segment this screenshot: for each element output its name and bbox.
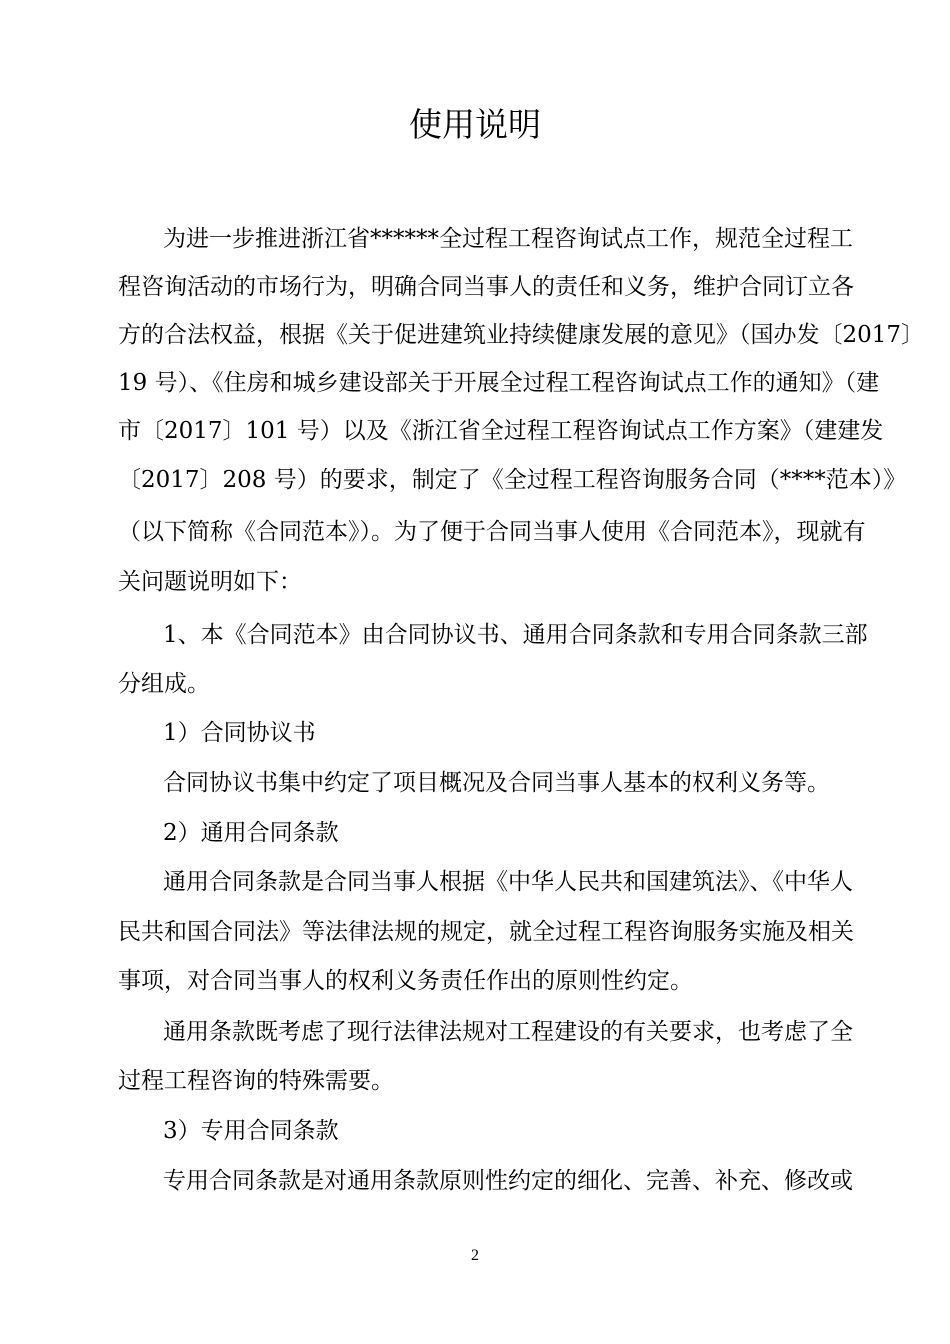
text-line: 过程工程咨询的特殊需要。 [118,1068,394,1094]
page-number: 2 [471,1247,479,1264]
text-line: 关问题说明如下： [118,569,302,595]
text-line: 事项，对合同当事人的权利义务责任作出的原则性约定。 [118,968,693,994]
text-line: 分组成。 [118,671,210,697]
text-line: 1）合同协议书 [163,720,316,746]
text-line: 专用合同条款是对通用条款原则性约定的细化、完善、补充、修改或 [163,1168,853,1194]
text-line: 程咨询活动的市场行为，明确合同当事人的责任和义务，维护合同订立各 [118,274,854,300]
text-line: 方的合法权益，根据《关于促进建筑业持续健康发展的意见》（国办发〔2017〕 [118,322,925,348]
text-line: 通用合同条款是合同当事人根据《中华人民共和国建筑法》、《中华人 [163,869,853,895]
text-line: 1、本《合同范本》由合同协议书、通用合同条款和专用合同条款三部 [163,622,868,648]
text-line: 3）专用合同条款 [163,1118,339,1144]
text-line: 通用条款既考虑了现行法律法规对工程建设的有关要求，也考虑了全 [163,1019,853,1045]
text-line: 2）通用合同条款 [163,820,339,846]
text-line: 合同协议书集中约定了项目概况及合同当事人基本的权利义务等。 [163,770,830,796]
text-line: 19 号）、《住房和城乡建设部关于开展全过程工程咨询试点工作的通知》（建 [118,370,880,396]
text-line: 民共和国合同法》等法律法规的规定，就全过程工程咨询服务实施及相关 [118,919,854,945]
text-line: 市〔2017〕101 号）以及《浙江省全过程工程咨询试点工作方案》（建建发 [118,418,884,444]
text-line: （以下简称《合同范本》）。为了便于合同当事人使用《合同范本》，现就有 [118,519,866,545]
text-line: 为进一步推进浙江省******全过程工程咨询试点工作，规范全过程工 [163,226,853,252]
page-title: 使用说明 [409,105,541,144]
text-line: 〔2017〕208 号）的要求，制定了《全过程工程咨询服务合同（****范本）》 [118,467,907,493]
